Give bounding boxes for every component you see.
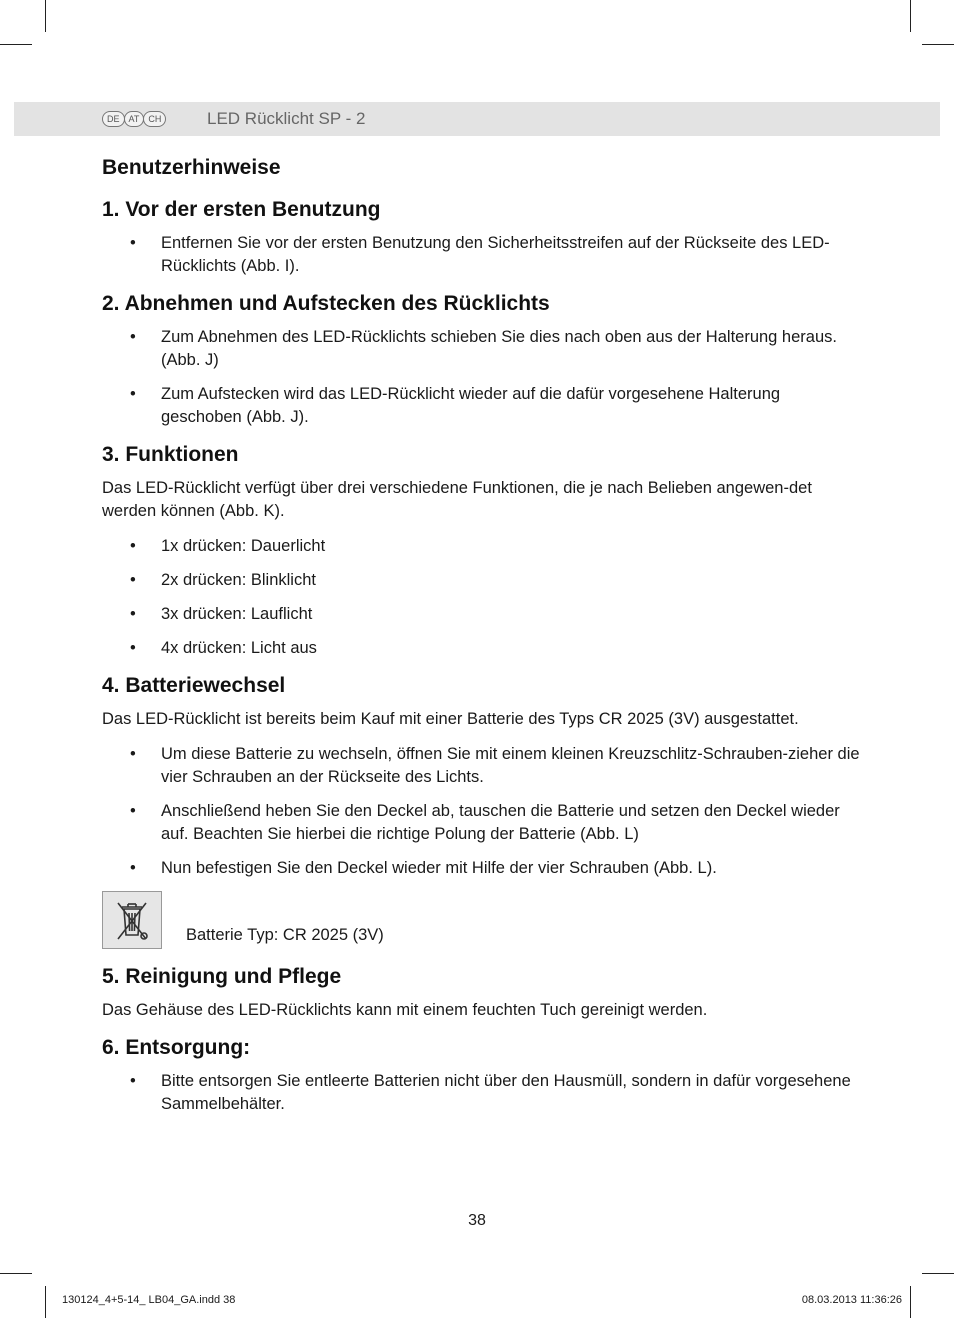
list-item: • Anschließend heben Sie den Deckel ab, tauschen die Batterie und setzen den Deckel wieder auf. Beachten Sie hierbei die richtige Polung der Batterie (Abb. L)	[102, 800, 862, 846]
country-badge-ch: CH	[143, 111, 166, 127]
section-disposal	[102, 1036, 862, 1116]
list-item: • Bitte entsorgen Sie entleerte Batterien nicht über den Hausmüll, sondern in dafür vorgesehene Sammelbehälter.	[102, 1070, 862, 1116]
section-heading: 2. Abnehmen und Aufstecken des Rücklichts	[102, 292, 550, 315]
battery-note	[102, 891, 862, 949]
crop-mark	[0, 44, 32, 45]
header-bar	[14, 102, 940, 136]
section-heading: 3. Funktionen	[102, 443, 239, 466]
crop-mark	[45, 0, 46, 32]
country-badge-de: DE	[102, 111, 125, 127]
crop-mark	[910, 1286, 911, 1318]
crop-mark	[922, 44, 954, 45]
page-content	[102, 152, 862, 1130]
list-item: • 1x drücken: Dauerlicht	[102, 535, 862, 558]
footer-timestamp: 08.03.2013 11:36:26	[801, 1294, 902, 1306]
section-heading: 4. Batteriewechsel	[102, 674, 286, 697]
page-number: 38	[468, 1212, 486, 1229]
section-heading: 6. Entsorgung:	[102, 1036, 251, 1059]
list-item: • 3x drücken: Lauflicht	[102, 603, 862, 626]
section-intro: Das LED-Rücklicht verfügt über drei verschiedene Funktionen, die je nach Belieben angewen-det werden können (Abb. K).	[102, 479, 812, 520]
section-battery-change	[102, 674, 862, 949]
crop-mark	[922, 1273, 954, 1274]
section-cleaning	[102, 965, 862, 1022]
section-intro: Das Gehäuse des LED-Rücklichts kann mit einem feuchten Tuch gereinigt werden.	[102, 1001, 708, 1019]
battery-type-label: Batterie Typ: CR 2025 (3V)	[186, 926, 384, 944]
header-title: LED Rücklicht SP - 2	[207, 109, 366, 128]
bullet-list	[102, 743, 862, 880]
section-heading: 1. Vor der ersten Benutzung	[102, 198, 381, 221]
bullet-list	[102, 535, 862, 660]
list-item: • Um diese Batterie zu wechseln, öffnen Sie mit einem kleinen Kreuzschlitz-Schrauben-zieher die vier Schrauben an der Rückseite des Lichts.	[102, 743, 862, 789]
crossed-out-bin-icon	[102, 891, 162, 949]
list-item: • Entfernen Sie vor der ersten Benutzung den Sicherheitsstreifen auf der Rückseite des LED-Rücklichts (Abb. I).	[102, 232, 862, 278]
list-item: • 4x drücken: Licht aus	[102, 637, 862, 660]
section-functions	[102, 443, 862, 660]
section-heading: 5. Reinigung und Pflege	[102, 965, 342, 988]
section-first-use	[102, 198, 862, 278]
bullet-list	[102, 1070, 862, 1116]
crop-mark	[0, 1273, 32, 1274]
bullet-list	[102, 232, 862, 278]
crop-mark	[45, 1286, 46, 1318]
country-badges	[102, 111, 165, 127]
list-item: • Nun befestigen Sie den Deckel wieder mit Hilfe der vier Schrauben (Abb. L).	[102, 857, 862, 880]
country-badge-at: AT	[124, 111, 145, 127]
bullet-list	[102, 326, 862, 429]
footer-file-info: 130124_4+5-14_ LB04_GA.indd 38	[62, 1294, 236, 1306]
crop-mark	[910, 0, 911, 32]
page-title: Benutzerhinweise	[102, 156, 281, 179]
section-intro: Das LED-Rücklicht ist bereits beim Kauf mit einer Batterie des Typs CR 2025 (3V) ausgestattet.	[102, 710, 799, 728]
list-item: • Zum Aufstecken wird das LED-Rücklicht wieder auf die dafür vorgesehene Halterung geschoben (Abb. J).	[102, 383, 862, 429]
list-item: • 2x drücken: Blinklicht	[102, 569, 862, 592]
list-item: • Zum Abnehmen des LED-Rücklichts schieben Sie dies nach oben aus der Halterung heraus. (Abb. J)	[102, 326, 862, 372]
section-mounting	[102, 292, 862, 429]
